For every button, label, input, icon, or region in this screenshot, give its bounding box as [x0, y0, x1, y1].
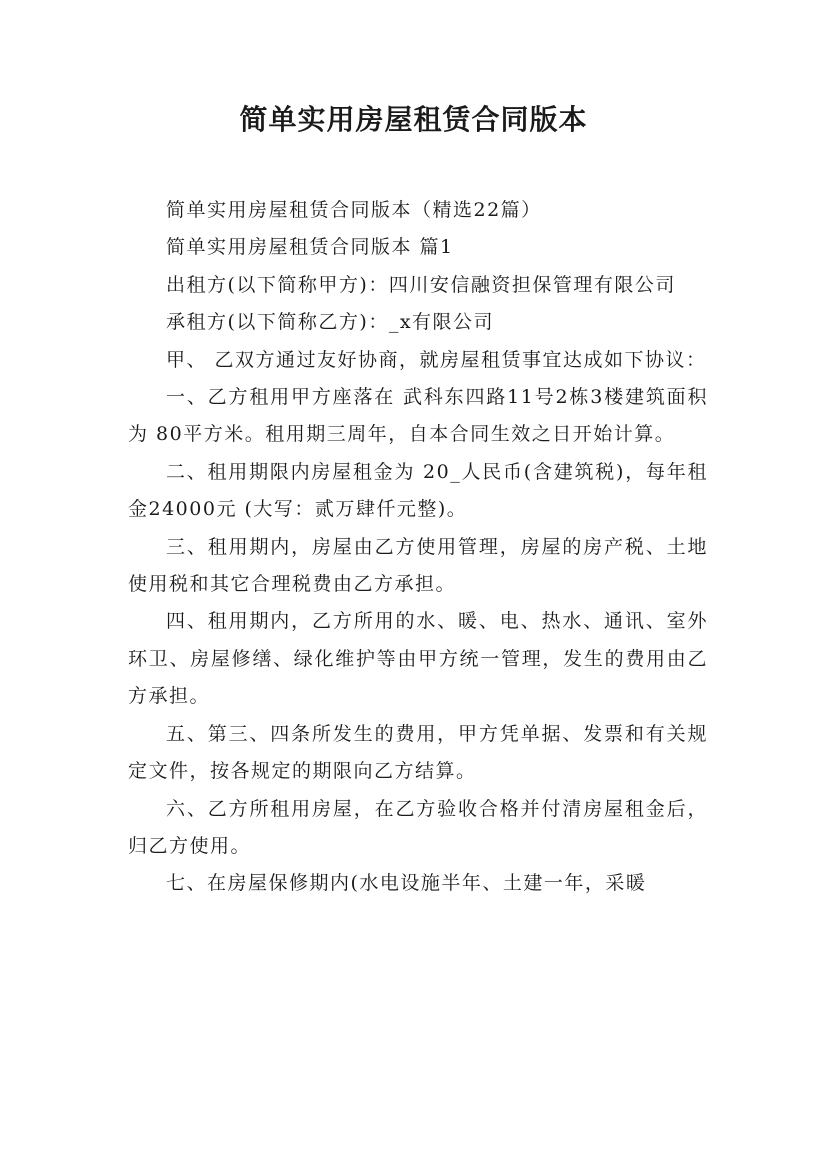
- paragraph-subtitle: 简单实用房屋租赁合同版本（精选22篇）: [166, 199, 542, 221]
- document-title: 简单实用房屋租赁合同版本: [239, 103, 588, 136]
- paragraph-clause-1: 一、乙方租用甲方座落在 武科东四路11号2栋3楼建筑面积为 80平方米。租用期三周年，自本合同生效之日开始计算。: [128, 386, 708, 446]
- paragraph-clause-2: 二、租用期限内房屋租金为 20_人民币(含建筑税)，每年租金24000元 (大写：贰万肆仟元整)。: [128, 460, 708, 521]
- paragraph-clause-3: 三、租用期内，房屋由乙方使用管理，房屋的房产税、土地使用税和其它合理税费由乙方承担。: [128, 535, 708, 596]
- paragraph-section-heading: 简单实用房屋租赁合同版本 篇1: [166, 236, 454, 259]
- paragraph-agreement-intro: 甲、 乙双方通过友好协商，就房屋租赁事宜达成如下协议：: [166, 348, 707, 371]
- paragraph-clause-6: 六、乙方所租用房屋，在乙方验收合格并付清房屋租金后，归乙方使用。: [128, 797, 708, 857]
- paragraph-clause-7: 七、在房屋保修期内(水电设施半年、土建一年，采暖: [166, 872, 647, 895]
- paragraph-clause-5: 五、第三、四条所发生的费用，甲方凭单据、发票和有关规定文件，按各规定的期限向乙方结算。: [128, 722, 708, 783]
- paragraph-clause-4: 四、租用期内，乙方所用的水、暖、电、热水、通讯、室外环卫、房屋修缮、绿化维护等由甲方统一管理，发生的费用由乙方承担。: [128, 610, 708, 708]
- document-body: [128, 192, 708, 903]
- paragraph-lessee: 承租方(以下简称乙方)：_x有限公司: [166, 311, 495, 334]
- paragraph-lessor: 出租方(以下简称甲方)：四川安信融资担保管理有限公司: [166, 273, 676, 296]
